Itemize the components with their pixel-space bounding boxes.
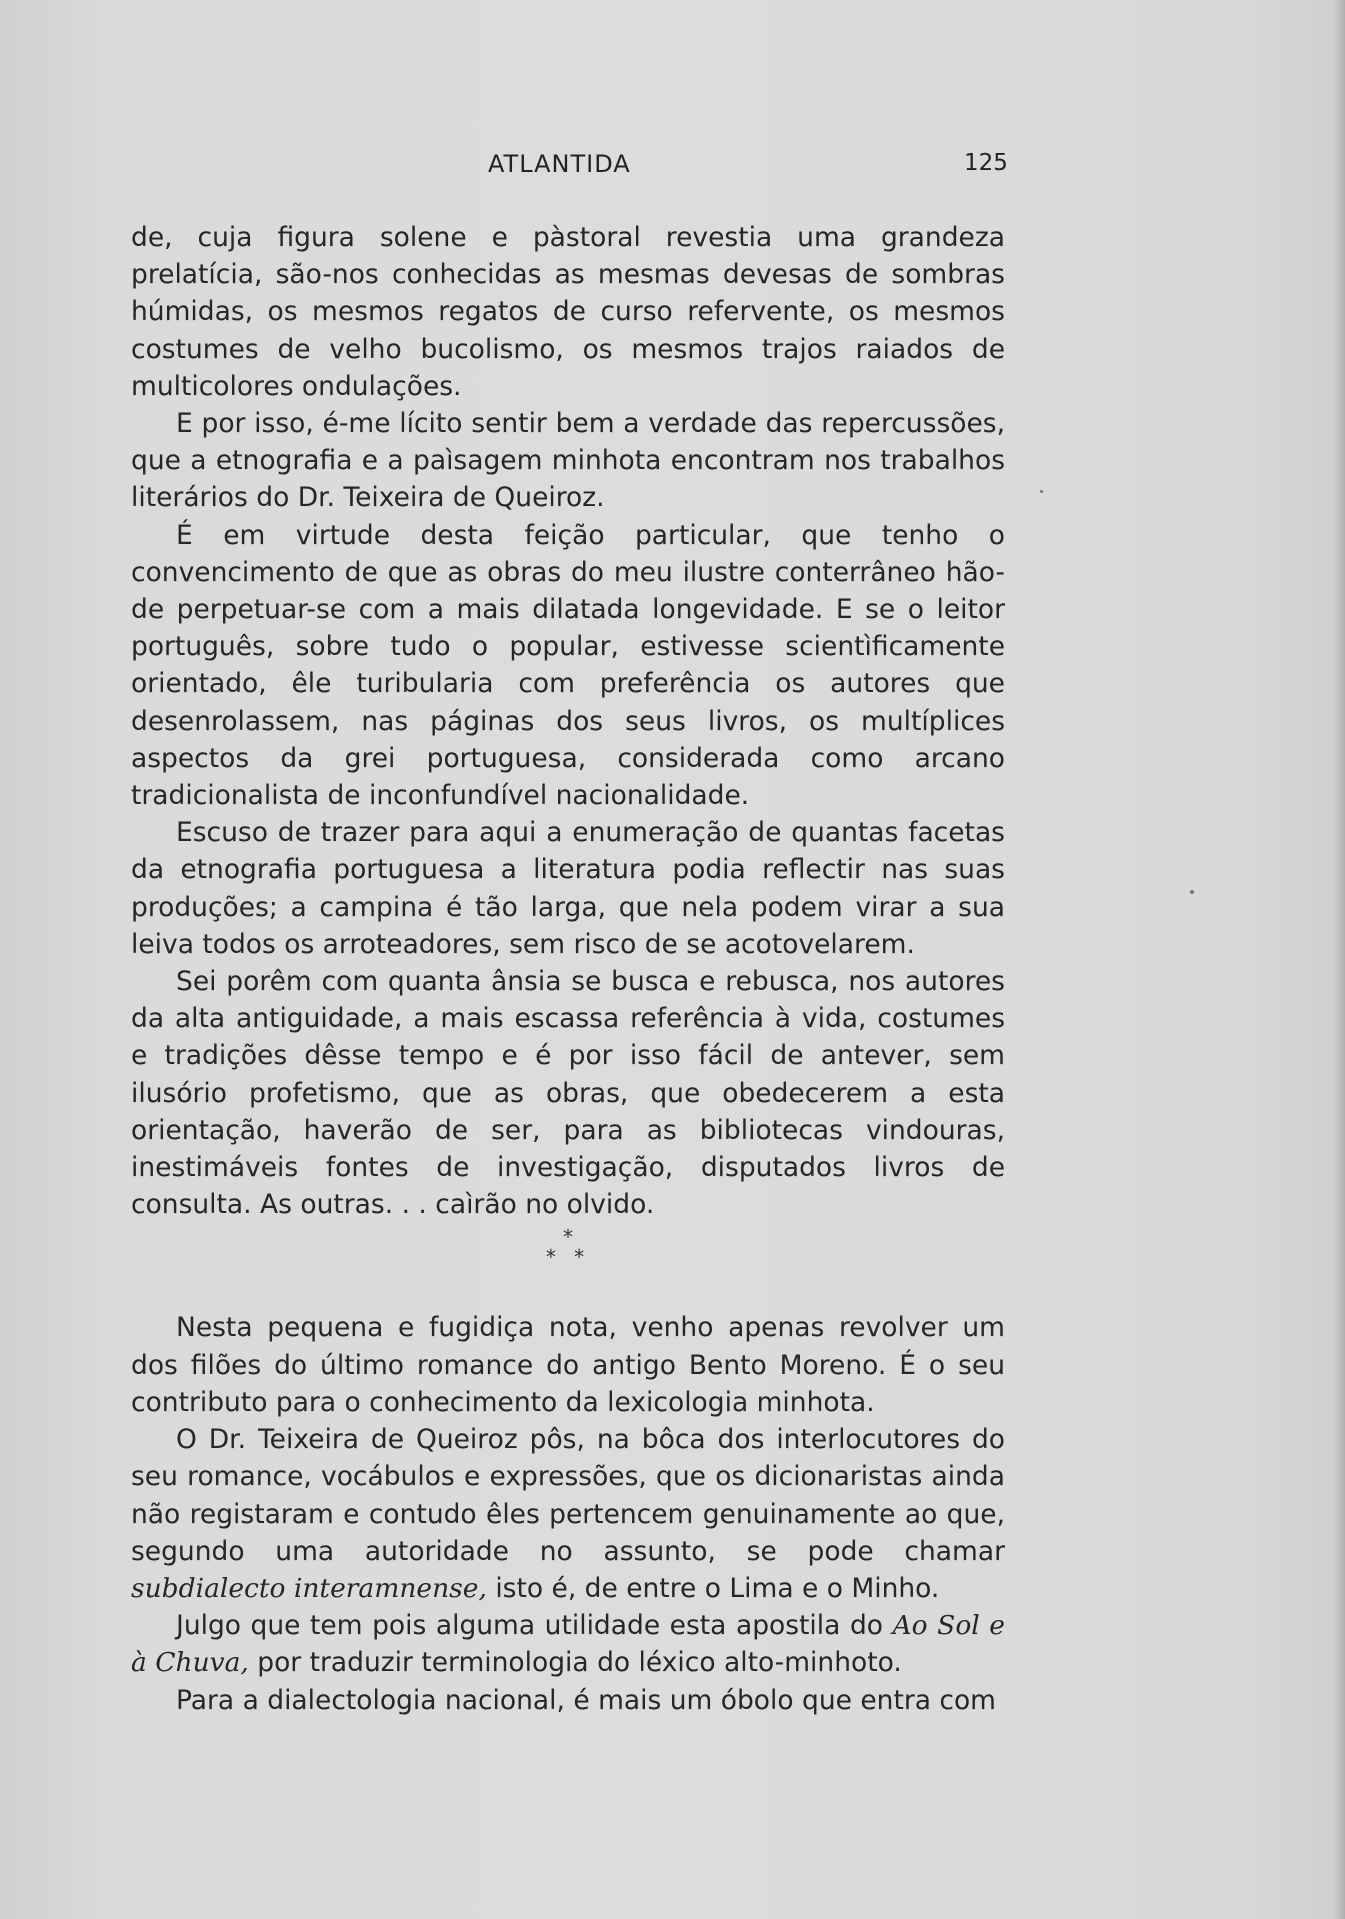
text-run: por traduzir terminologia do léxico alto-minhoto. (248, 1647, 902, 1679)
paragraph (131, 1421, 1005, 1607)
page-number: 125 (964, 150, 1008, 176)
paragraph: Escuso de trazer para aqui a enumeração de quantas facetas da etnografia portuguesa a literatura podia reflectir nas suas produções; a campina é tão larga, que nela podem virar a sua leiva todos os arroteadores, sem risco de se acotovelarem. (131, 817, 1005, 960)
paper-speck (1040, 490, 1043, 493)
text-run: Julgo que tem pois alguma utilidade esta apostila do (176, 1610, 893, 1642)
paragraph: Nesta pequena e fugidiça nota, venho apenas revolver um dos filões do último romance do antigo Bento Moreno. É o seu contributo para o conhecimento da lexicologia minhota. (131, 1312, 1005, 1418)
paper-speck (1190, 890, 1194, 894)
italic-term: subdialecto interamnense, (131, 1572, 487, 1604)
body-text (131, 219, 1005, 1719)
section-break-asterism (131, 1225, 1005, 1270)
text-run: isto é, de entre o Lima e o Minho. (486, 1572, 940, 1604)
italic-book-title: Ao Sol e à Chuva, (131, 1610, 1005, 1679)
paragraph: Para a dialectologia nacional, é mais um óbolo que entra com (176, 1684, 996, 1716)
running-title: ATLANTIDA (488, 150, 631, 178)
paragraph: É em virtude desta feição particular, que tenho o convencimento de que as obras do meu ilustre conterrâneo hão-de perpetuar-se com a mais dilatada longevidade. E se o leitor português, sobre tudo o popular, estivesse scientìficamente orientado, êle turibularia com preferência os autores que desenrolassem, nas páginas dos seus livros, os multíplices aspectos da grei portuguesa, considerada como arcano tradicionalista de inconfundível nacionalidade. (131, 519, 1005, 812)
page-header (0, 150, 1345, 180)
paragraph: E por isso, é-me lícito sentir bem a verdade das repercussões, que a etnografia e a paìsagem minhota encontram nos trabalhos literários do Dr. Teixeira de Queiroz. (131, 408, 1005, 514)
asterism-top: * (563, 1225, 573, 1250)
paragraph: Sei porêm com quanta ânsia se busca e rebusca, nos autores da alta antiguidade, a mais escassa referência à vida, costumes e tradições dêsse tempo e é por isso fácil de antever, sem ilusório profetismo, que as obras, que obedecerem a esta orientação, haverão de ser, para as bibliotecas vindouras, inestimáveis fontes de investigação, disputados livros de consulta. As outras. . . caìrão no olvido. (131, 966, 1005, 1221)
text-run: O Dr. Teixeira de Queiroz pôs, na bôca dos interlocutores do seu romance, vocábulos e expressões, que os dicionaristas ainda não registaram e contudo êles pertencem genuinamente ao que, segundo uma autoridade no assunto, se pode chamar (131, 1424, 1005, 1567)
paragraph: de, cuja figura solene e pàstoral revestia uma grandeza prelatícia, são-nos conhecidas as mesmas devesas de sombras húmidas, os mesmos regatos de curso refervente, os mesmos costumes de velho bucolismo, os mesmos trajos raiados de multicolores ondulações. (131, 222, 1005, 402)
paragraph (131, 1607, 1005, 1681)
page-edge-shadow (1333, 0, 1345, 1919)
asterism-bottom: * * (545, 1245, 591, 1270)
